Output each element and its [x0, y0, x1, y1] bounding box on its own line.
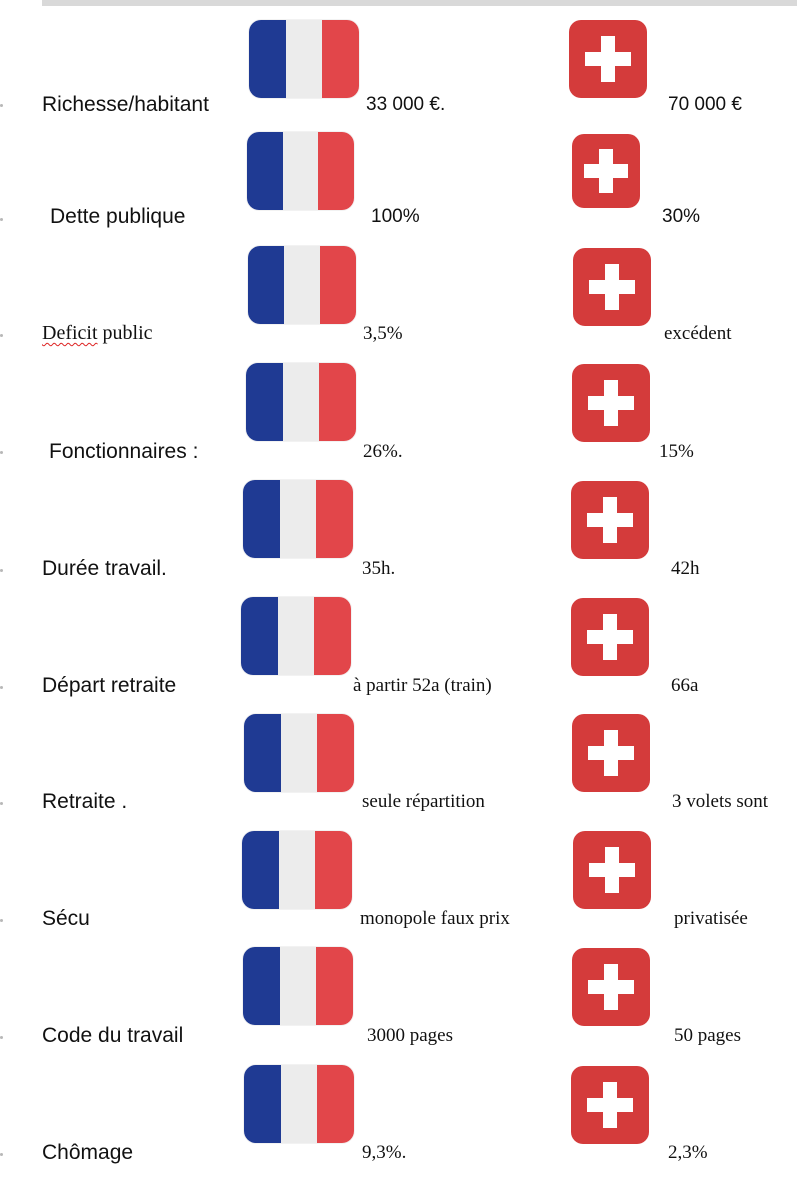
bullet-dot	[0, 218, 3, 221]
switzerland-flag-icon	[571, 598, 649, 676]
france-value: à partir 52a (train)	[353, 675, 492, 696]
row-label: Départ retraite	[42, 674, 177, 697]
france-value: 33 000 €.	[366, 94, 446, 115]
france-value: 100%	[371, 206, 420, 227]
france-flag-icon	[248, 246, 356, 324]
bullet-dot	[0, 802, 3, 805]
france-value: 3000 pages	[367, 1025, 454, 1046]
france-flag-icon	[242, 831, 352, 909]
france-flag-icon	[244, 714, 354, 792]
bullet-dot	[0, 451, 3, 454]
switzerland-flag-icon	[571, 1066, 649, 1144]
switzerland-value: 15%	[659, 441, 694, 462]
france-flag-icon	[247, 132, 354, 210]
switzerland-flag-icon	[572, 134, 640, 208]
switzerland-value: 3 volets sont	[672, 791, 769, 812]
switzerland-value: 30%	[662, 206, 701, 227]
row-label: Durée travail.	[42, 557, 167, 580]
row-label: Chômage	[42, 1141, 134, 1164]
row-label: Sécu	[42, 907, 90, 930]
row-label: Fonctionnaires :	[49, 440, 199, 463]
spellcheck-marked-word: Deficit	[42, 322, 98, 344]
row-label: Dette publique	[50, 205, 186, 228]
row-label-rest: public	[97, 322, 153, 344]
france-value: seule répartition	[362, 791, 485, 812]
switzerland-value: 70 000 €	[668, 94, 742, 115]
bullet-dot	[0, 1153, 3, 1156]
bullet-dot	[0, 919, 3, 922]
switzerland-flag-icon	[571, 481, 649, 559]
row-label	[42, 322, 153, 345]
france-value: 3,5%	[363, 323, 403, 344]
switzerland-value: privatisée	[674, 908, 748, 929]
france-flag-icon	[244, 1065, 354, 1143]
row-label: Retraite .	[42, 790, 128, 813]
switzerland-value: 66a	[671, 675, 699, 696]
switzerland-flag-icon	[572, 364, 650, 442]
france-flag-icon	[246, 363, 356, 441]
row-label: Code du travail	[42, 1024, 184, 1047]
france-flag-icon	[243, 947, 353, 1025]
bullet-dot	[0, 1036, 3, 1039]
switzerland-value: 42h	[671, 558, 700, 579]
bullet-dot	[0, 686, 3, 689]
france-flag-icon	[241, 597, 351, 675]
france-value: 9,3%.	[362, 1142, 407, 1163]
france-value: 26%.	[363, 441, 403, 462]
switzerland-flag-icon	[573, 831, 651, 909]
list-bullets	[0, 0, 6, 1200]
row-label: Richesse/habitant	[42, 93, 209, 116]
bullet-dot	[0, 334, 3, 337]
bullet-dot	[0, 569, 3, 572]
france-flag-icon	[243, 480, 353, 558]
france-value: 35h.	[362, 558, 396, 579]
switzerland-flag-icon	[573, 248, 651, 326]
switzerland-value: 2,3%	[668, 1142, 708, 1163]
switzerland-flag-icon	[572, 714, 650, 792]
switzerland-value: 50 pages	[674, 1025, 742, 1046]
switzerland-value: excédent	[664, 323, 732, 344]
switzerland-flag-icon	[572, 948, 650, 1026]
france-value: monopole faux prix	[360, 908, 510, 929]
